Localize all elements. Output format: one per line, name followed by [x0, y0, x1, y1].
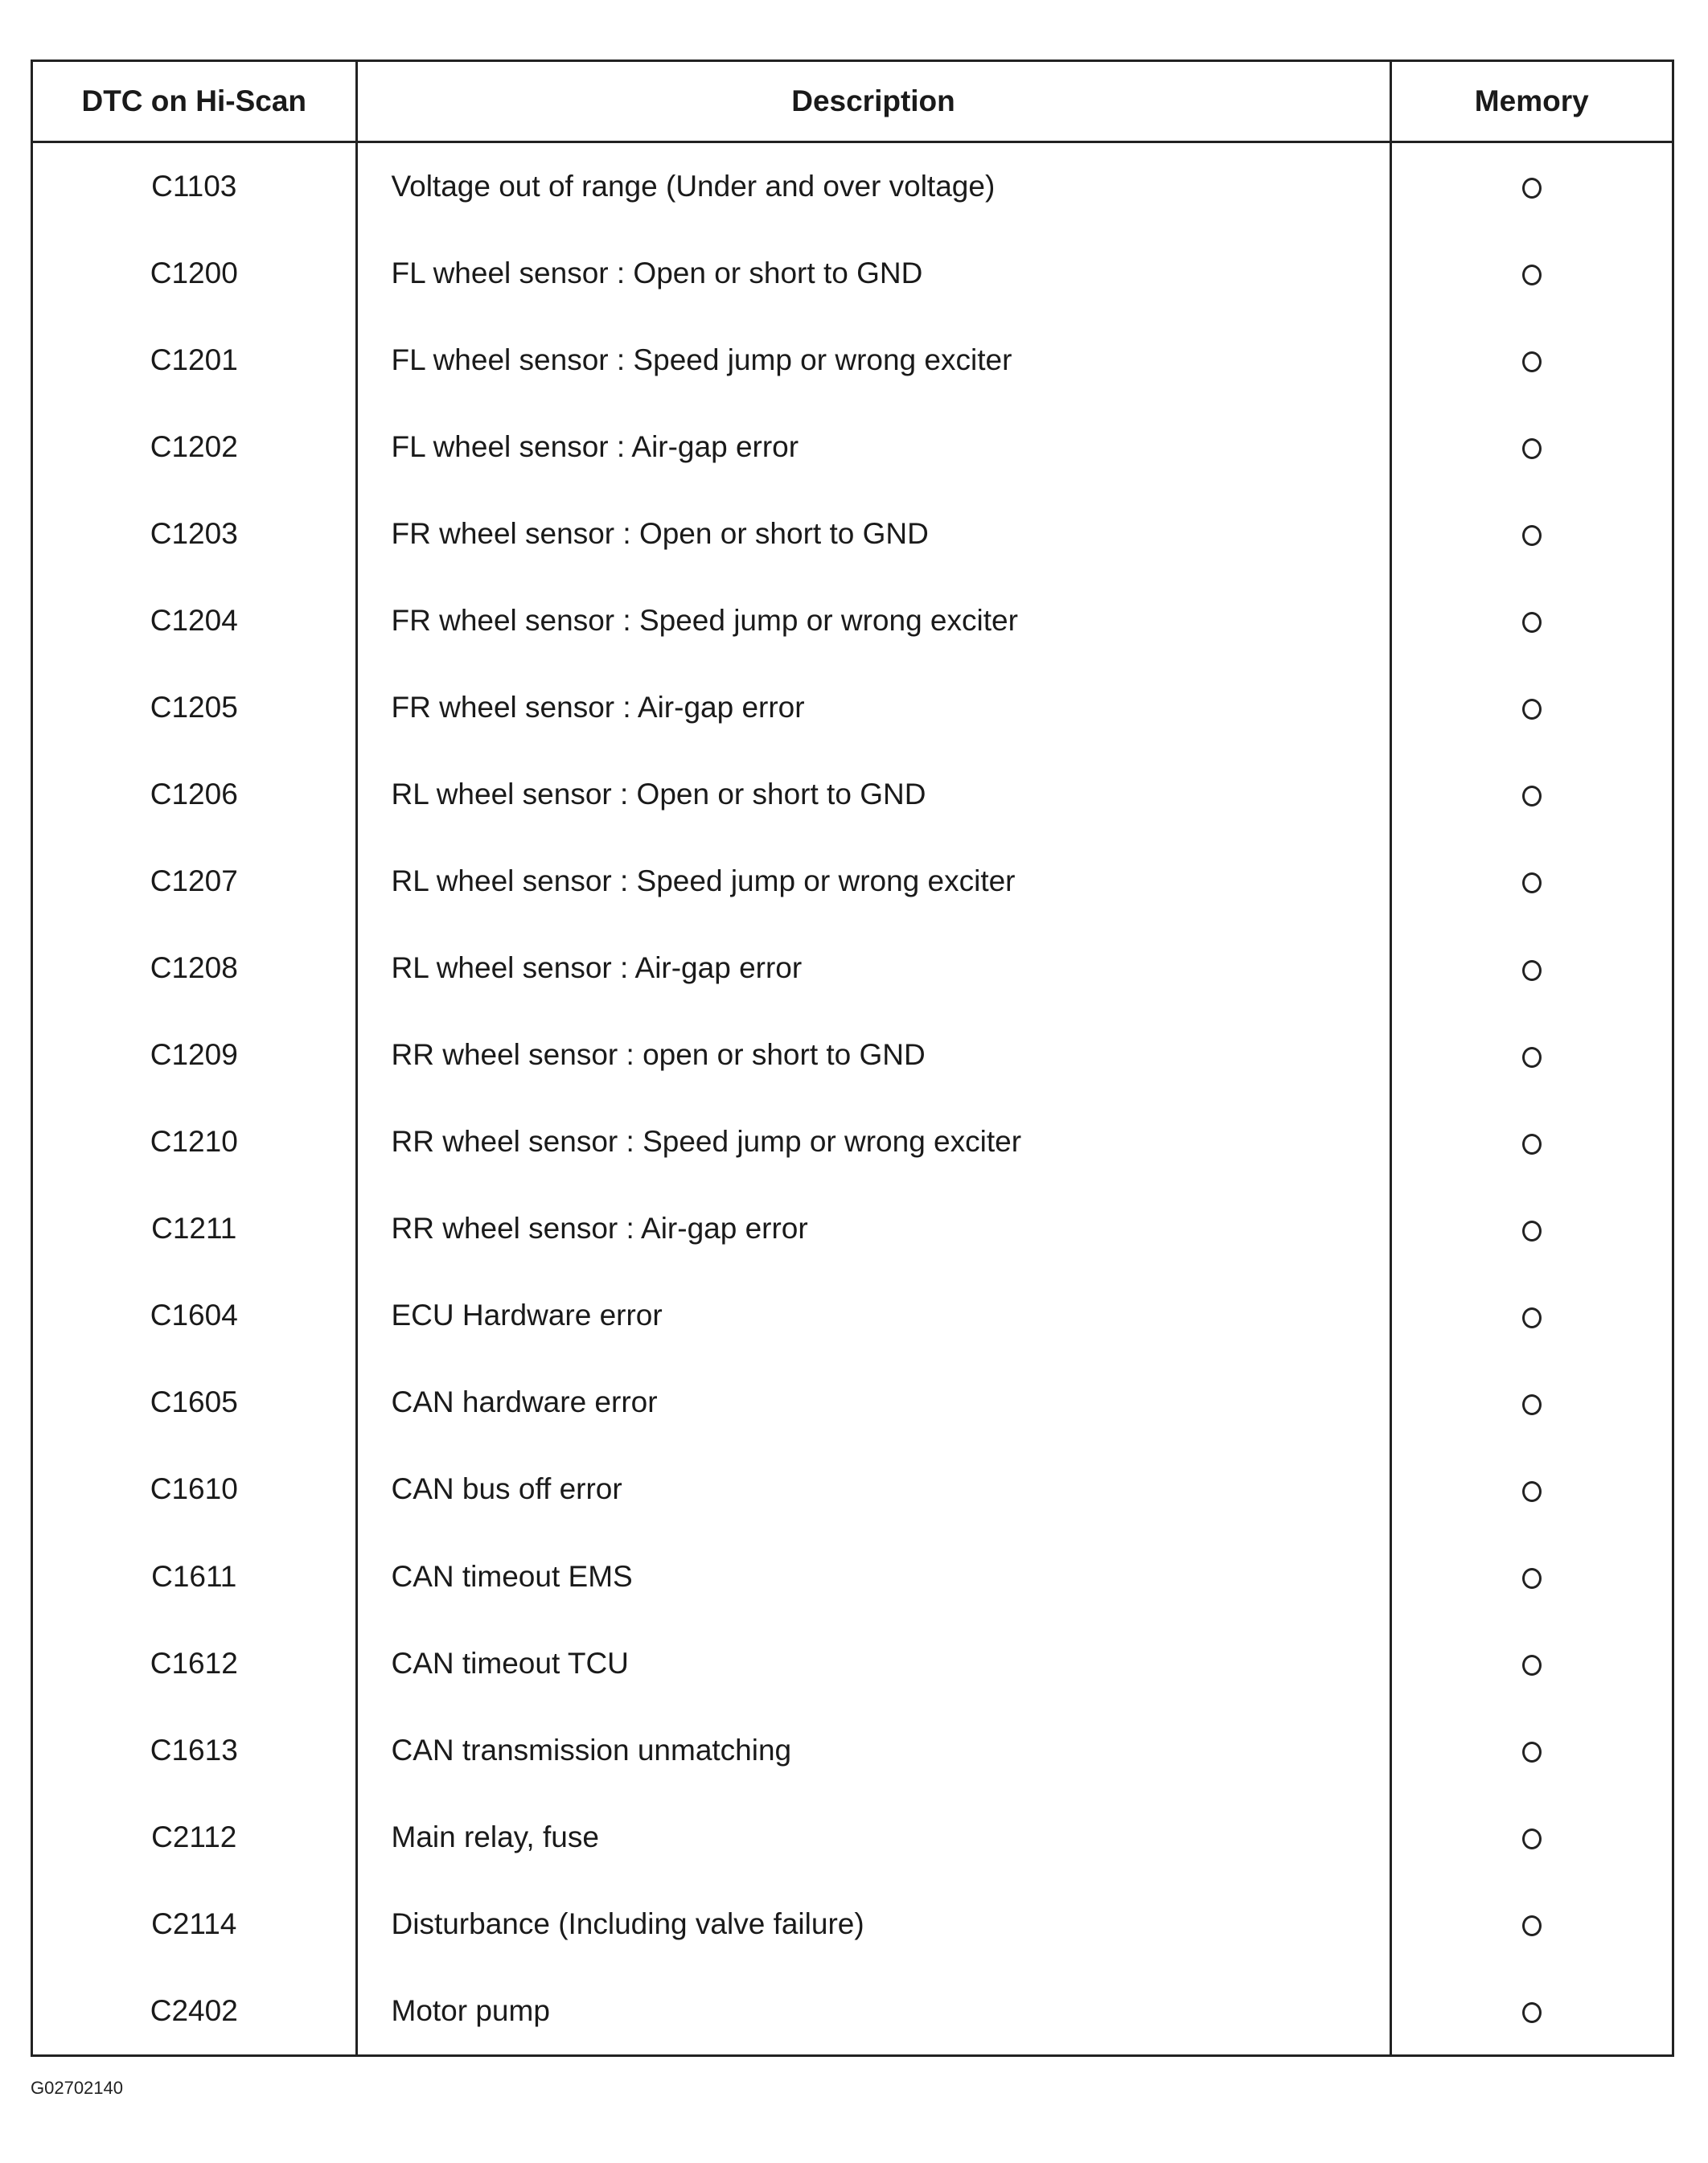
memory-cell: [1390, 577, 1672, 664]
dtc-code-cell: C1207: [150, 864, 238, 898]
dtc-code-cell: C1202: [150, 430, 238, 464]
table-row: [33, 142, 1672, 231]
description-cell: RL wheel sensor : Open or short to GND: [356, 751, 1390, 838]
memory-circle-icon: [1522, 612, 1542, 633]
table-row: [33, 838, 1672, 925]
dtc-code-cell: C1610: [150, 1472, 238, 1506]
memory-circle-icon: [1522, 1655, 1542, 1676]
memory-cell: [1390, 1881, 1672, 1968]
description-cell: CAN hardware error: [356, 1359, 1390, 1446]
memory-cell: [1390, 1533, 1672, 1620]
memory-circle-icon: [1522, 699, 1542, 720]
dtc-code-cell: C1208: [150, 951, 238, 985]
description-cell: RL wheel sensor : Air-gap error: [356, 925, 1390, 1012]
table-row: [33, 1185, 1672, 1272]
table-row: [33, 230, 1672, 317]
dtc-code-cell: C1210: [150, 1125, 238, 1159]
header-dtc-code: DTC on Hi-Scan: [33, 62, 356, 142]
dtc-table-frame: [31, 60, 1674, 2057]
memory-cell: [1390, 317, 1672, 404]
table-row: [33, 751, 1672, 838]
memory-cell: [1390, 925, 1672, 1012]
header-description: Description: [356, 62, 1390, 142]
dtc-code-cell: C1205: [150, 691, 238, 724]
description-cell: Disturbance (Including valve failure): [356, 1881, 1390, 1968]
table-row: [33, 1881, 1672, 1968]
memory-circle-icon: [1522, 178, 1542, 199]
memory-circle-icon: [1522, 265, 1542, 285]
description-cell: RR wheel sensor : Air-gap error: [356, 1185, 1390, 1272]
memory-circle-icon: [1522, 1828, 1542, 1849]
memory-circle-icon: [1522, 786, 1542, 807]
memory-cell: [1390, 1359, 1672, 1446]
memory-circle-icon: [1522, 1307, 1542, 1328]
memory-circle-icon: [1522, 960, 1542, 981]
description-cell: Voltage out of range (Under and over voltage): [356, 142, 1390, 231]
memory-cell: [1390, 1272, 1672, 1359]
memory-circle-icon: [1522, 438, 1542, 459]
memory-cell: [1390, 664, 1672, 751]
description-cell: Main relay, fuse: [356, 1794, 1390, 1881]
memory-cell: [1390, 838, 1672, 925]
table-row: [33, 1968, 1672, 2054]
memory-circle-icon: [1522, 1047, 1542, 1068]
dtc-code-cell: C1200: [150, 257, 238, 290]
dtc-code-cell: C1613: [150, 1733, 238, 1767]
description-cell: RL wheel sensor : Speed jump or wrong exciter: [356, 838, 1390, 925]
table-body: [33, 142, 1672, 2055]
description-cell: Motor pump: [356, 1968, 1390, 2054]
header-memory: Memory: [1390, 62, 1672, 142]
table-row: [33, 404, 1672, 490]
memory-circle-icon: [1522, 1394, 1542, 1415]
memory-circle-icon: [1522, 525, 1542, 546]
dtc-code-cell: C2114: [151, 1906, 237, 1940]
dtc-table: [33, 62, 1672, 2054]
description-cell: RR wheel sensor : open or short to GND: [356, 1012, 1390, 1098]
description-cell: FR wheel sensor : Open or short to GND: [356, 490, 1390, 577]
memory-cell: [1390, 1012, 1672, 1098]
table-row: [33, 925, 1672, 1012]
table-row: [33, 664, 1672, 751]
table-row: [33, 1098, 1672, 1185]
table-row: [33, 1620, 1672, 1707]
description-cell: ECU Hardware error: [356, 1272, 1390, 1359]
dtc-code-cell: C1611: [151, 1559, 237, 1593]
memory-cell: [1390, 1794, 1672, 1881]
memory-circle-icon: [1522, 872, 1542, 893]
description-cell: FL wheel sensor : Air-gap error: [356, 404, 1390, 490]
description-cell: FL wheel sensor : Speed jump or wrong exciter: [356, 317, 1390, 404]
dtc-code-cell: C1605: [150, 1385, 238, 1419]
memory-circle-icon: [1522, 1568, 1542, 1589]
memory-circle-icon: [1522, 1481, 1542, 1502]
memory-cell: [1390, 1446, 1672, 1533]
memory-cell: [1390, 1185, 1672, 1272]
dtc-code-cell: C1612: [150, 1646, 238, 1680]
dtc-code-cell: C2112: [151, 1820, 237, 1853]
table-row: [33, 1272, 1672, 1359]
dtc-code-cell: C1103: [151, 170, 237, 203]
memory-cell: [1390, 1098, 1672, 1185]
memory-cell: [1390, 751, 1672, 838]
table-row: [33, 1446, 1672, 1533]
memory-circle-icon: [1522, 1742, 1542, 1763]
memory-cell: [1390, 404, 1672, 490]
dtc-code-cell: C1604: [150, 1299, 238, 1332]
memory-cell: [1390, 490, 1672, 577]
memory-circle-icon: [1522, 1134, 1542, 1155]
table-row: [33, 1359, 1672, 1446]
table-header-row: [33, 62, 1672, 142]
description-cell: CAN bus off error: [356, 1446, 1390, 1533]
description-cell: RR wheel sensor : Speed jump or wrong exciter: [356, 1098, 1390, 1185]
memory-circle-icon: [1522, 351, 1542, 372]
figure-code: G02702140: [31, 2078, 123, 2098]
dtc-code-cell: C2402: [150, 1993, 238, 2027]
description-cell: FL wheel sensor : Open or short to GND: [356, 230, 1390, 317]
table-row: [33, 1707, 1672, 1794]
dtc-code-cell: C1209: [150, 1038, 238, 1072]
table-row: [33, 317, 1672, 404]
table-row: [33, 1533, 1672, 1620]
description-cell: FR wheel sensor : Speed jump or wrong exciter: [356, 577, 1390, 664]
dtc-code-cell: C1211: [151, 1212, 237, 1246]
dtc-code-cell: C1201: [150, 343, 238, 377]
memory-circle-icon: [1522, 1221, 1542, 1242]
memory-circle-icon: [1522, 2002, 1542, 2023]
table-row: [33, 1794, 1672, 1881]
memory-cell: [1390, 230, 1672, 317]
dtc-code-cell: C1204: [150, 604, 238, 638]
dtc-code-cell: C1203: [150, 517, 238, 551]
description-cell: FR wheel sensor : Air-gap error: [356, 664, 1390, 751]
description-cell: CAN transmission unmatching: [356, 1707, 1390, 1794]
description-cell: CAN timeout EMS: [356, 1533, 1390, 1620]
description-cell: CAN timeout TCU: [356, 1620, 1390, 1707]
table-row: [33, 577, 1672, 664]
table-row: [33, 490, 1672, 577]
memory-cell: [1390, 1620, 1672, 1707]
dtc-code-cell: C1206: [150, 778, 238, 811]
memory-cell: [1390, 142, 1672, 231]
memory-circle-icon: [1522, 1915, 1542, 1936]
memory-cell: [1390, 1968, 1672, 2054]
table-row: [33, 1012, 1672, 1098]
memory-cell: [1390, 1707, 1672, 1794]
